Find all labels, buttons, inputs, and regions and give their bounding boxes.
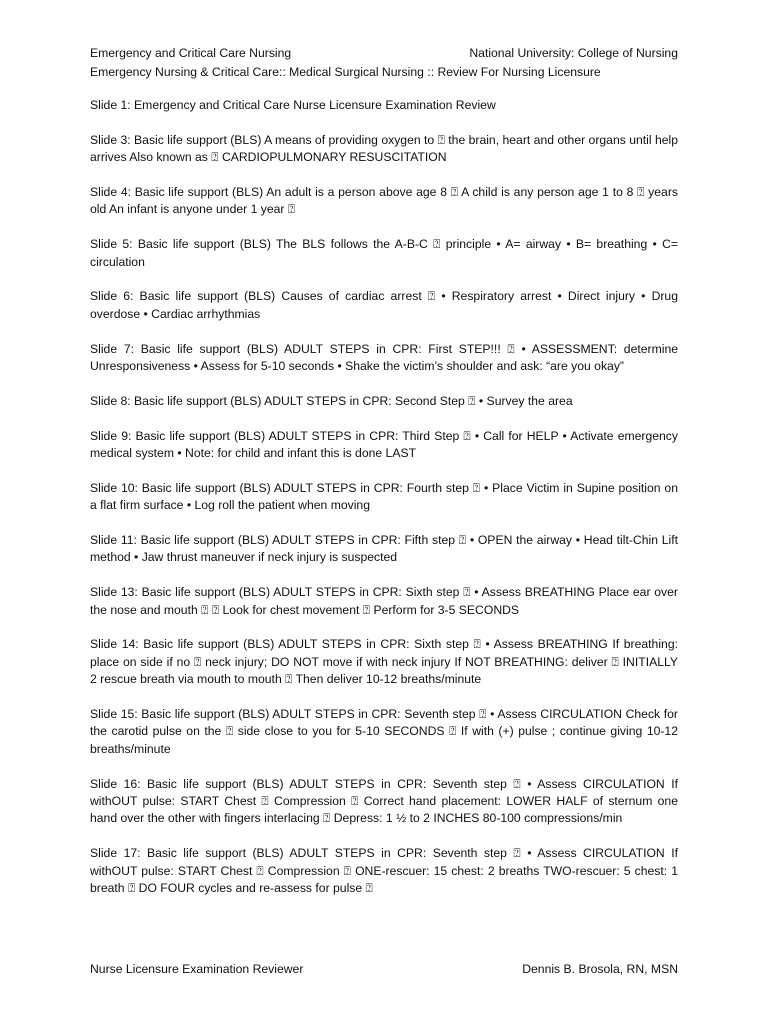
slide-paragraph-13: Slide 13: Basic life support (BLS) ADULT STEPS in CPR: Sixth step ⍰ • Assess BREATHING Place ear over the nose and mouth ⍰ ⍰ Look for chest movement ⍰ Perform for 3-5 SECONDS	[90, 585, 678, 617]
slide-paragraph-10: Slide 10: Basic life support (BLS) ADULT STEPS in CPR: Fourth step ⍰ • Place Victim in Supine position on a flat firm surface • Log roll the patient when moving	[90, 480, 678, 513]
header-course-title: Emergency and Critical Care Nursing	[90, 46, 292, 60]
slide-paragraph-11: Slide 11: Basic life support (BLS) ADULT STEPS in CPR: Fifth step ⍰ • OPEN the airway • Head tilt-Chin Lift method • Jaw thrust maneuver if neck injury is suspected	[90, 533, 678, 565]
slide-paragraph-9: Slide 9: Basic life support (BLS) ADULT STEPS in CPR: Third Step ⍰ • Call for HELP • Activate emergency medical system • Note: for child and infant this is done LAST	[90, 428, 678, 461]
slide-paragraph-17: Slide 17: Basic life support (BLS) ADULT STEPS in CPR: Seventh step ⍰ • Assess CIRCULATION If withOUT pulse: START Chest ⍰ Compression ⍰ ONE-rescuer: 15 chest: 2 breaths TWO-rescuer: 5 chest: 1 breath ⍰ DO FOUR cycles and re-assess for pulse ⍰	[90, 846, 678, 896]
document-page	[90, 0, 678, 1024]
slide-paragraph-16: Slide 16: Basic life support (BLS) ADULT STEPS in CPR: Seventh step ⍰ • Assess CIRCULATION If withOUT pulse: START Chest ⍰ Compression ⍰ Correct hand placement: LOWER HALF of sternum one hand over the other with fingers interlacing ⍰ Depress: 1 ½ to 2 INCHES 80-100 compressions/min	[90, 776, 678, 826]
slide-paragraph-1: Slide 1: Emergency and Critical Care Nurse Licensure Examination Review	[90, 98, 496, 112]
slide-paragraph-8: Slide 8: Basic life support (BLS) ADULT STEPS in CPR: Second Step ⍰ • Survey the area	[90, 393, 573, 408]
header-subtitle: Emergency Nursing & Critical Care:: Medical Surgical Nursing :: Review For Nursing Licensure	[90, 65, 601, 79]
slide-paragraph-6: Slide 6: Basic life support (BLS) Causes of cardiac arrest ⍰ • Respiratory arrest • Direct injury • Drug overdose • Cardiac arrhythmias	[90, 289, 678, 321]
slide-paragraph-7: Slide 7: Basic life support (BLS) ADULT STEPS in CPR: First STEP!!! ⍰ • ASSESSMENT: determine Unresponsiveness • Assess for 5-10 seconds • Shake the victim’s shoulder and ask: “are you okay”	[90, 341, 678, 374]
page-header	[90, 45, 678, 62]
page-footer	[90, 961, 678, 978]
slides-list	[90, 97, 678, 915]
slide-paragraph-15: Slide 15: Basic life support (BLS) ADULT STEPS in CPR: Seventh step ⍰ • Assess CIRCULATION Check for the carotid pulse on the ⍰ side close to you for 5-10 SECONDS ⍰ If with (+) pulse ; continue giving 10-12 breaths/minute	[90, 707, 678, 756]
slide-paragraph-5: Slide 5: Basic life support (BLS) The BLS follows the A-B-C ⍰ principle • A= airway • B= breathing • C= circulation	[90, 237, 678, 269]
header-institution: National University: College of Nursing	[469, 46, 678, 60]
slide-paragraph-14: Slide 14: Basic life support (BLS) ADULT STEPS in CPR: Sixth step ⍰ • Assess BREATHING If breathing: place on side if no ⍰ neck injury; DO NOT move if with neck injury If NOT BREATHING: deliver ⍰ INITIALLY 2 rescue breath via mouth to mouth ⍰ Then deliver 10-12 breaths/minute	[90, 637, 678, 687]
slide-paragraph-4: Slide 4: Basic life support (BLS) An adult is a person above age 8 ⍰ A child is any person age 1 to 8 ⍰ years old An infant is anyone under 1 year ⍰	[90, 185, 678, 217]
footer-author: Dennis B. Brosola, RN, MSN	[522, 962, 678, 976]
slide-paragraph-3: Slide 3: Basic life support (BLS) A means of providing oxygen to ⍰ the brain, heart and other organs until help arrives Also known as ⍰ CARDIOPULMONARY RESUSCITATION	[90, 132, 678, 165]
footer-title: Nurse Licensure Examination Reviewer	[90, 962, 304, 976]
